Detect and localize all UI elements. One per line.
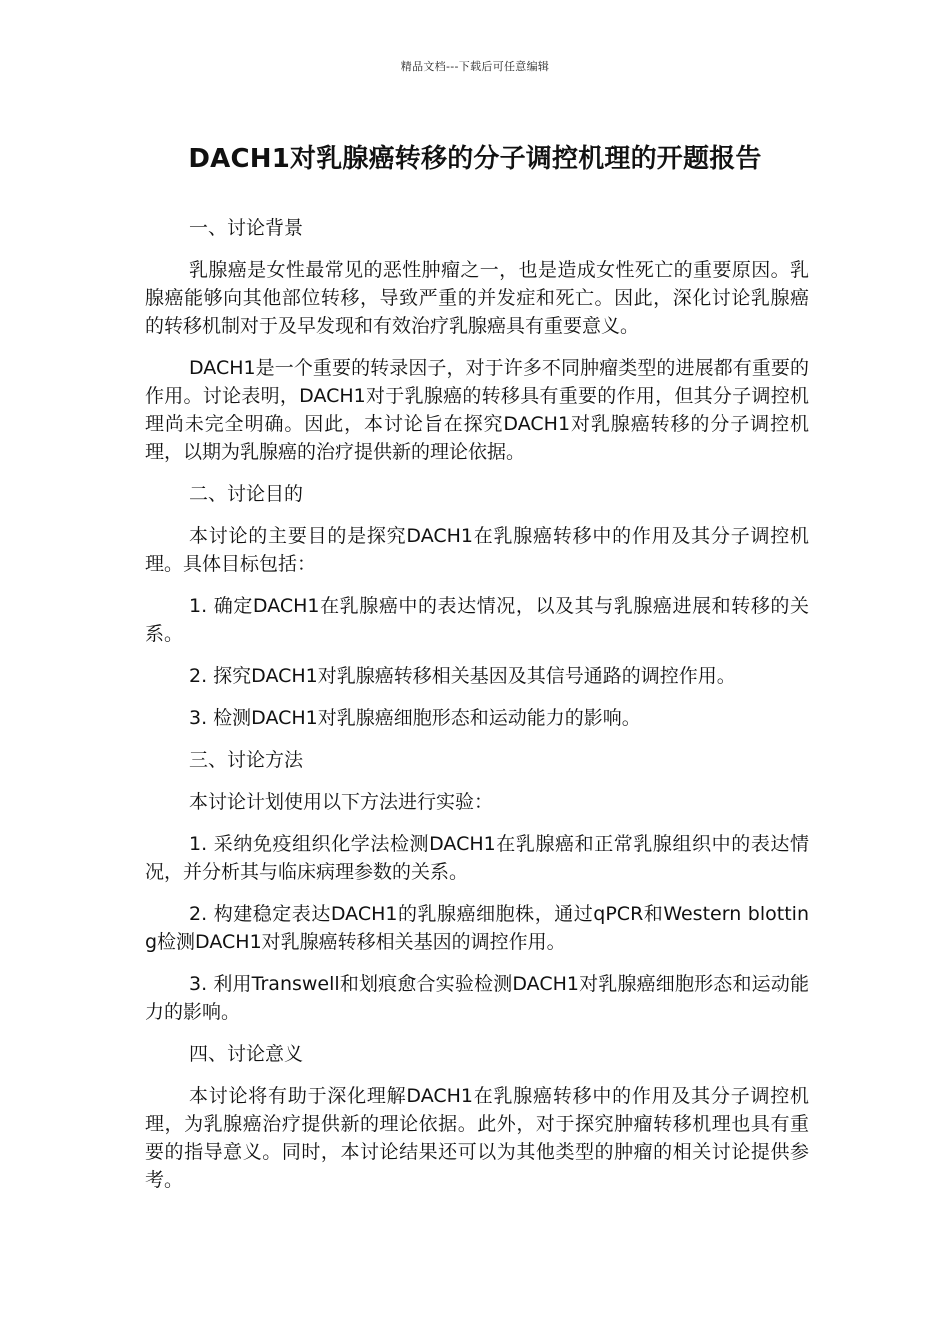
section-heading-purpose: 二、讨论目的 (189, 483, 304, 505)
document-title: DACH1对乳腺癌转移的分子调控机理的开题报告 (188, 144, 762, 174)
list-item: 3. 利用Transwell和划痕愈合实验检测DACH1对乳腺癌细胞形态和运动能力的影响。 (145, 973, 809, 1023)
paragraph: 本讨论将有助于深化理解DACH1在乳腺癌转移中的作用及其分子调控机理，为乳腺癌治疗提供新的理论依据。此外，对于探究肿瘤转移机理也具有重要的指导意义。同时，本讨论结果还可以为其他类型的肿瘤的相关讨论提供参考。 (145, 1085, 809, 1191)
paragraph: 本讨论计划使用以下方法进行实验： (189, 791, 494, 813)
list-item: 2. 构建稳定表达DACH1的乳腺癌细胞株，通过qPCR和Western blotting检测DACH1对乳腺癌转移相关基因的调控作用。 (145, 903, 809, 953)
list-item: 1. 采纳免疫组织化学法检测DACH1在乳腺癌和正常乳腺组织中的表达情况，并分析其与临床病理参数的关系。 (145, 833, 809, 883)
list-item: 3. 检测DACH1对乳腺癌细胞形态和运动能力的影响。 (189, 707, 641, 729)
list-item: 2. 探究DACH1对乳腺癌转移相关基因及其信号通路的调控作用。 (189, 665, 736, 687)
paragraph: 乳腺癌是女性最常见的恶性肿瘤之一，也是造成女性死亡的重要原因。乳腺癌能够向其他部位转移，导致严重的并发症和死亡。因此，深化讨论乳腺癌的转移机制对于及早发现和有效治疗乳腺癌具有重要意义。 (145, 259, 809, 337)
header-note: 精品文档---下载后可任意编辑 (400, 60, 550, 73)
section-heading-significance: 四、讨论意义 (189, 1043, 304, 1065)
paragraph: 本讨论的主要目的是探究DACH1在乳腺癌转移中的作用及其分子调控机理。具体目标包括： (145, 525, 809, 575)
document-body (145, 214, 809, 1208)
section-heading-methods: 三、讨论方法 (189, 749, 304, 771)
section-heading-background: 一、讨论背景 (189, 217, 304, 239)
paragraph: DACH1是一个重要的转录因子，对于许多不同肿瘤类型的进展都有重要的作用。讨论表明，DACH1对于乳腺癌的转移具有重要的作用，但其分子调控机理尚未完全明确。因此，本讨论旨在探究DACH1对乳腺癌转移的分子调控机理，以期为乳腺癌的治疗提供新的理论依据。 (145, 357, 809, 463)
list-item: 1. 确定DACH1在乳腺癌中的表达情况，以及其与乳腺癌进展和转移的关系。 (145, 595, 809, 645)
